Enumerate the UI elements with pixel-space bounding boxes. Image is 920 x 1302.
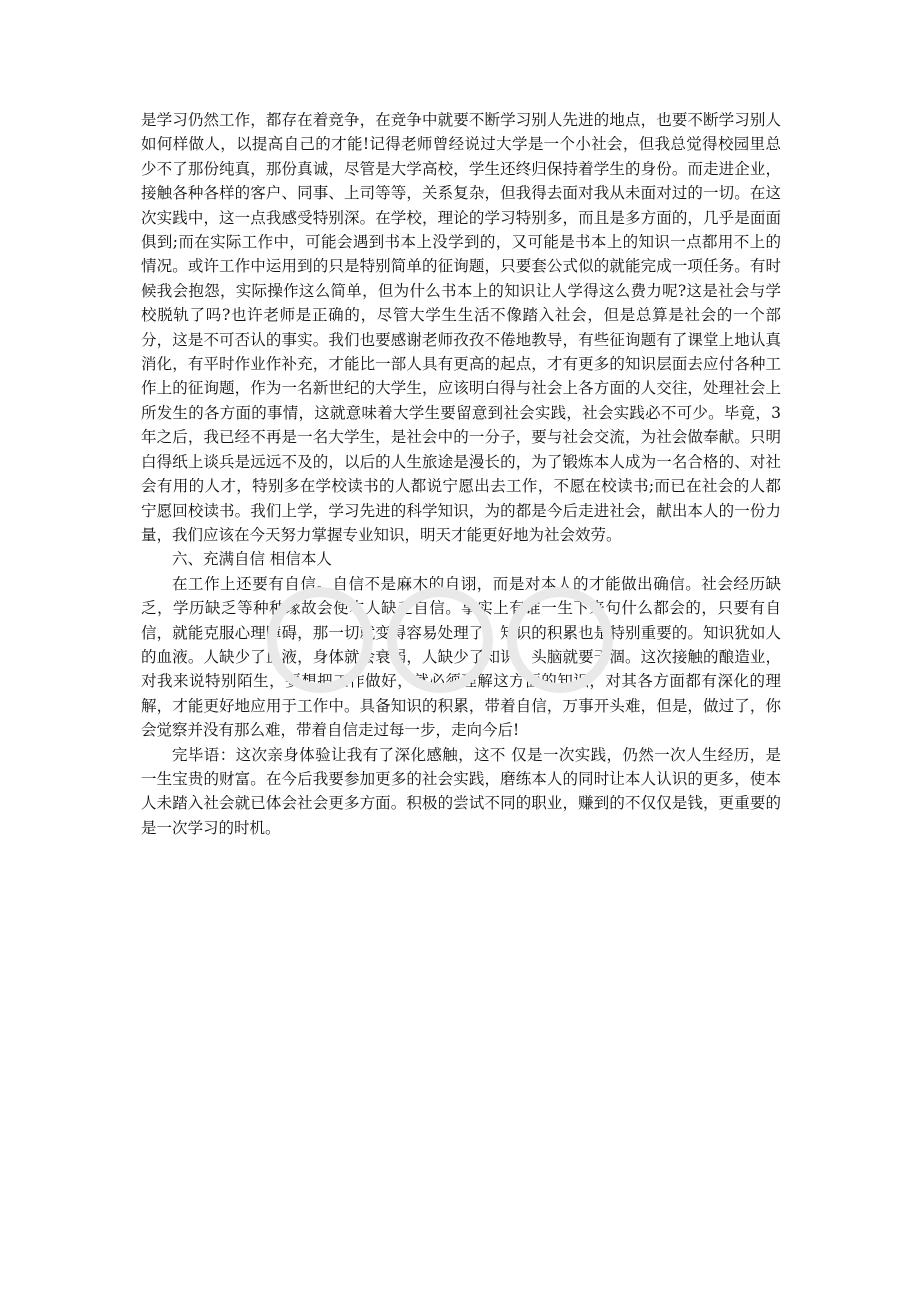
body-paragraph-confidence: 在工作上还要有自信。自信不是麻木的自诩，而是对本人的才能做出确信。社会经历缺乏，学历缺乏等种种缘故会使本人缺乏自信。事实上有谁一生下来句什么都会的，只要有自信，就能克服心理障碍，那一切就变得容易处理了。知识的积累也是特别重要的。知识犹如人的血液。人缺少了血液，身体就会衰弱，人缺少了知识，头脑就要干涸。这次接触的酿造业，对我来说特别陌生，要想把工作做好，就必须理解这方面的知识，对其各方面都有深化的理解，才能更好地应用于工作中。具备知识的积累，带着自信，万事开头难，但是，做过了，你会觉察并没有那么难，带着自信走过每一步，走向今后! — [141, 574, 781, 740]
section-heading: 六、充满自信 相信本人 — [172, 550, 332, 569]
document-body — [141, 108, 781, 840]
body-paragraph-continuation: 是学习仍然工作，都存在着竞争，在竞争中就要不断学习别人先进的地点，也要不断学习别人如何样做人，以提高自己的才能!记得老师曾经说过大学是一个小社会，但我总觉得校园里总少不了那份纯真，那份真诚，尽管是大学高校，学生还终归保持着学生的身份。而走进企业，接触各种各样的客户、同事、上司等等，关系复杂，但我得去面对我从未面对过的一切。在这次实践中，这一点我感受特别深。在学校，理论的学习特别多，而且是多方面的，几乎是面面俱到;而在实际工作中，可能会遇到书本上没学到的，又可能是书本上的知识一点都用不上的情况。或许工作中运用到的只是特别简单的征询题，只要套公式似的就能完成一项任务。有时候我会抱怨，实际操作这么简单，但为什么书本上的知识让人学得这么费力呢?这是社会与学校脱轨了吗?也许老师是正确的，尽管大学生生活不像踏入社会，但是总算是社会的一个部分，这是不可否认的事实。我们也要感谢老师孜孜不倦地教导，有些征询题有了课堂上地认真消化，有平时作业作补充，才能比一部人具有更高的起点，才有更多的知识层面去应付各种工作上的征询题，作为一名新世纪的大学生，应该明白得与社会上各方面的人交往，处理社会上所发生的各方面的事情，这就意味着大学生要留意到社会实践，社会实践必不可少。毕竟，3年之后，我已经不再是一名大学生，是社会中的一分子，要与社会交流，为社会做奉献。只明白得纸上谈兵是远远不及的，以后的人生旅途是漫长的，为了锻炼本人成为一名合格的、对社会有用的人才，特别多在学校读书的人都说宁愿出去工作，不愿在校读书;而已在社会的人都宁愿回校读书。我们上学，学习先进的科学知识，为的都是今后走进社会，献出本人的一份力量，我们应该在今天努力掌握专业知识，明天才能更好地为社会效劳。 — [141, 111, 781, 544]
body-paragraph-conclusion: 完毕语：这次亲身体验让我有了深化感触，这不 仅是一次实践，仍然一次人生经历，是一生宝贵的财富。在今后我要参加更多的社会实践，磨练本人的同时让本人认识的更多，使本人未踏入社会就已体会社会更多方面。积极的尝试不同的职业，赚到的不仅仅是钱，更重要的是一次学习的时机。 — [141, 745, 781, 837]
